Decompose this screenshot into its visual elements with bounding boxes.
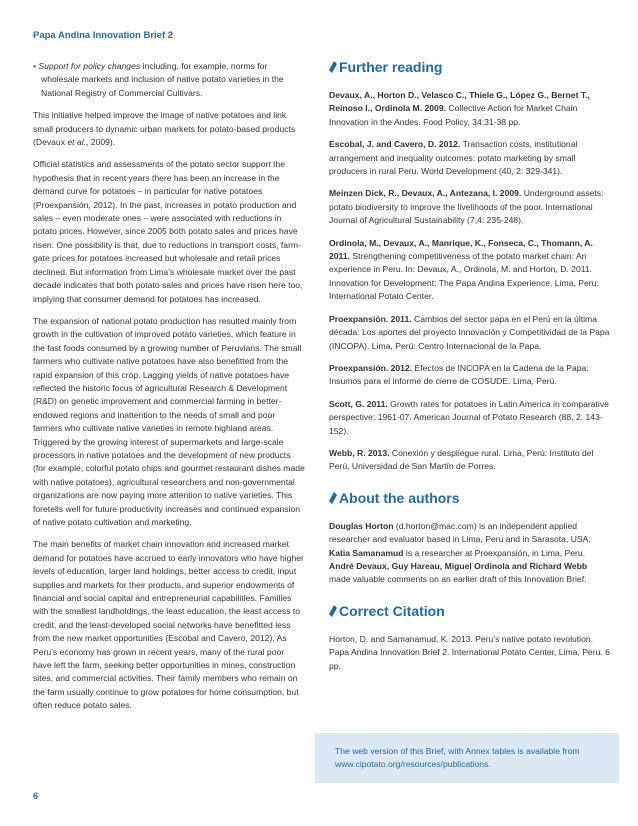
ref-authors: Meinzen Dick, R., Devaux, A., Antezana, I. 2009. — [329, 188, 522, 199]
ref-text: Transaction costs, institutional arrangement and inequality outcomes: potato marketing by small producers in rural Peru. World Development (40, 2: 329-341). — [329, 139, 578, 177]
paragraph-statistics: Official statistics and assessments of the potato sector support the hypothesis that in recent years there has been an increase in the demand curve for potatoes – in particular for native potatoes (Proexpansión, 2012). In the past, increases in potato production and sales – even moderate ones – were associated with reductions in potato prices. However, since 2005 both potato sales and prices have risen. One possibility is that, due to reductions in transport costs, farm-gate prices for potatoes increased but wholesale and retail prices declined. But information from Lima’s wholesale market over the past decade indicates that both potato sales and prices have risen here too, implying that consumer demand for potatoes has increased. — [33, 159, 303, 304]
ref-authors: Escobal, J. and Cavero, D. 2012. — [329, 139, 461, 150]
ref-text: Underground assets: potato biodiversity to improve the livelihoods of the poor. International Journal of Agricultural Sustainability (7,4: 235-248). — [329, 188, 604, 226]
citation-text: Horton, D. and Samanamud, K. 2013. Peru’s native potato revolution. Papa Andina Innovation Brief 2. International Potato Center, Lima, Peru. 6 pp. — [329, 633, 610, 671]
ref-authors: Webb, R. 2013. — [329, 447, 390, 458]
author-name: Douglas Horton — [329, 520, 394, 531]
reference-item — [329, 89, 611, 129]
p1-italic: et al. — [67, 137, 87, 148]
ref-text: Conexión y despliegue rural. Lima, Perú: Instituto del Perú, Universidad de San Martín de Porres. — [329, 447, 594, 472]
about-authors-text — [329, 520, 611, 587]
citation-title: Correct Citation — [339, 602, 445, 619]
reference-list — [329, 89, 611, 474]
p1-text: This initiative helped improve the image of native potatoes and link small producers to dynamic urban markets for potato-based products (Devaux — [33, 110, 296, 148]
reference-item — [329, 187, 611, 227]
p1-end: , 2009). — [86, 137, 116, 148]
right-column — [329, 58, 611, 682]
reference-item — [329, 237, 611, 304]
leaf-icon — [329, 492, 337, 504]
reference-item — [329, 313, 611, 353]
web-version-text: The web version of this Brief, with Annex tables is available from www.cipotato.org/resources/publications. — [335, 746, 580, 770]
web-version-box — [315, 733, 619, 783]
author-desc: is a researcher at Proexpansión, in Lima, Peru. — [403, 547, 586, 558]
further-reading-heading — [329, 58, 611, 76]
running-header: Papa Andina Innovation Brief 2 — [33, 30, 174, 41]
leaf-icon — [329, 61, 337, 73]
citation-heading — [329, 602, 611, 620]
about-authors-title: About the authors — [339, 489, 460, 506]
ref-text: Collective Action for Market Chain Innovation in the Andes. Food Policy, 34:31-38 pp. — [329, 103, 578, 127]
bullet-italic: Support for policy changes — [38, 61, 141, 71]
bullet-mark: • — [33, 61, 37, 71]
left-column — [33, 60, 305, 722]
author-name: Katia Samanamud — [329, 547, 404, 558]
reviewer-names: André Devaux, Guy Hareau, Miguel Ordinola and Richard Webb — [329, 560, 588, 571]
leaf-icon — [329, 605, 337, 617]
policy-bullet — [33, 60, 305, 100]
reference-item — [329, 447, 611, 474]
paragraph-initiative — [33, 109, 305, 149]
ref-text: Efectos de INCOPA en la Cadena de la Papa: Insumos para el informe de cierre de COSUDE. Lima, Perú. — [329, 362, 589, 387]
ref-text: Growth rates for potatoes in Latin America in comparative perspective: 1961-07. American Journal of Potato Research (88, 2: 143-152). — [329, 398, 609, 436]
reference-item — [329, 362, 611, 389]
ref-authors: Ordinola, M., Devaux, A., Manrique, K., Fonseca, C., Thomann, A. 2011. — [329, 237, 593, 262]
paragraph-expansion: The expansion of national potato production has resulted mainly from growth in the cultivation of improved potato varieties, which feature in the fast foods consumed by a growing number of Peruvians. The small farmers who cultivate native potatoes have also benefitted from the rapid expansion of this crop. Lagging yields of native potatoes have reflected the historic focus of agricultural Research & Development (R&D) on genetic improvement and commercial farming in better-endowed regions and inattention to the needs of small and poor farmers who cultivate native varieties in remote highland areas. Triggered by the growing interest of supermarkets and large-scale processors in native potatoes and the development of new products (for example, colorful potato chips and gourmet restaurant dishes made with native potatoes), agricultural researchers and non-governmental organizations are now paying more attention to native varieties. This foretells well for future productivity increases and continued expansion of native potato cultivation and marketing. — [33, 315, 305, 527]
ref-authors: Proexpansión. 2012. — [329, 362, 413, 373]
ref-authors: Proexpansión. 2011. — [329, 313, 412, 324]
ref-authors: Scott, G. 2011. — [329, 398, 388, 409]
ref-text: Cambios del sector papa en el Perú en la última década: Los aportes del proyecto Innovación y Competitividad de la Papa (INCOPA). Lima, Perú: Centro Internacional de la Papa. — [329, 313, 610, 351]
ref-authors: Devaux, A., Horton D., Velasco C., Thiele G., López G., Bernet T., Reinoso I., Ordinola M. 2009. — [329, 90, 590, 114]
reference-item — [329, 398, 611, 438]
reference-item — [329, 138, 611, 178]
further-reading-title: Further reading — [339, 59, 443, 75]
about-authors-heading — [329, 489, 611, 507]
page-number: 6 — [33, 791, 39, 801]
paragraph-benefits: The main benefits of market chain innovation and increased market demand for potatoes have accrued to early innovators who have higher levels of education, larger land holdings, better access to credit, input supplies and markets for their products, and superior endowments of financial and social capital and entrepreneurial capabilities. Families with the smallest landholdings, the least education, the least access to credit, and the least-developed social networks have benefitted less from the new market opportunities (Escobal and Cavero, 2012). As Peru’s economy has grown in recent years, many of the rural poor have left the farm, seeking better opportunities in mines, construction sites, and commercial activities. Their family members who remain on the farm usually continue to grow potatoes for home consumption, but often reduce potato sales. — [33, 539, 304, 711]
reviewer-desc: made valuable comments on an earlier draft of this Innovation Brief. — [329, 574, 587, 585]
ref-text: Strengthening competitiveness of the potato market chain: An experience in Peru. In: Devaux, A., Ordinola, M. and Horton, D. 2011. Innovation for Development: The Papa Andina Experience. Lima, Peru: International Potato Center. — [329, 251, 599, 302]
bullet-text: including, for example, norms for wholesale markets and inclusion of native potato varieties in the National Registry of Commercial Cultivars. — [41, 61, 284, 98]
author-desc: (d.horton@mac.com) is an independent applied researcher and evaluator based in Lima, Peru and in Sarasota, USA. — [329, 520, 591, 545]
